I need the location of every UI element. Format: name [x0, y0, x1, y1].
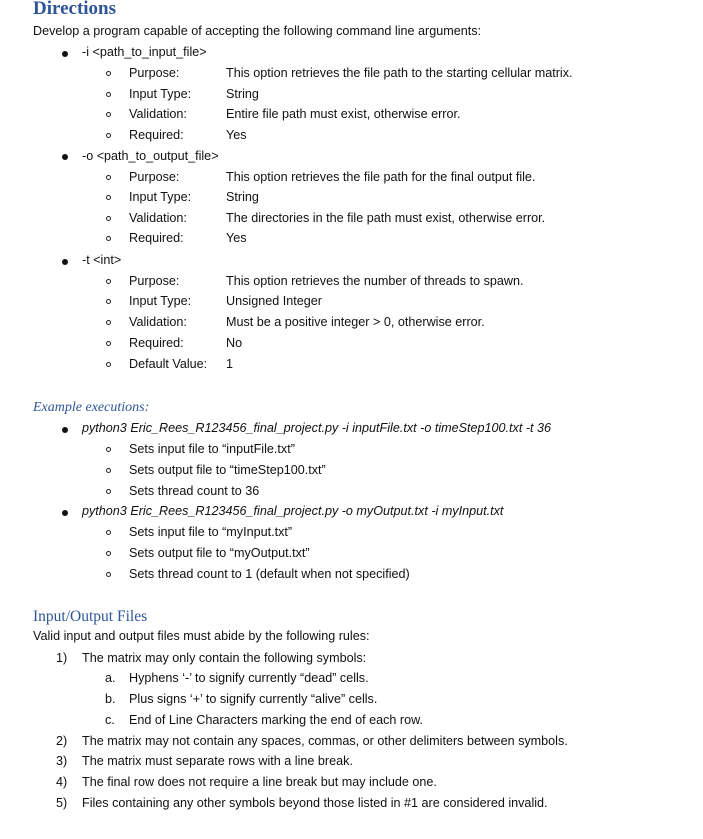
- subrule-letter: c.: [105, 713, 115, 727]
- bullet-circle: [106, 320, 111, 325]
- bullet-circle: [106, 572, 111, 577]
- bullet-circle: [106, 468, 111, 473]
- prop-value: This option retrieves the file path to the starting cellular matrix.: [226, 66, 573, 80]
- prop-label: Input Type:: [129, 190, 192, 204]
- example-note: Sets output file to “myOutput.txt”: [129, 546, 310, 560]
- prop-label: Required:: [129, 231, 184, 245]
- option-flag-output: -o <path_to_output_file>: [82, 149, 219, 163]
- bullet-circle: [106, 92, 111, 97]
- prop-value: 1: [226, 357, 234, 371]
- prop-value: No: [226, 336, 243, 350]
- bullet-circle: [106, 341, 111, 346]
- io-heading: Input/Output Files: [33, 608, 148, 625]
- rule-number: 3): [56, 754, 68, 768]
- bullet-circle: [106, 530, 111, 535]
- prop-value: Entire file path must exist, otherwise error.: [226, 107, 461, 121]
- example-note: Sets thread count to 1 (default when not specified): [129, 567, 410, 581]
- bullet-circle: [106, 133, 111, 138]
- prop-value: Yes: [226, 128, 247, 142]
- prop-value: String: [226, 87, 259, 101]
- prop-value: Unsigned Integer: [226, 294, 322, 308]
- rule-text: The matrix may not contain any spaces, commas, or other delimiters between symbols.: [82, 734, 568, 748]
- bullet-dot: [62, 427, 68, 433]
- examples-heading: Example executions:: [33, 400, 150, 415]
- bullet-dot: [62, 259, 68, 265]
- bullet-circle: [106, 216, 111, 221]
- example-note: Sets thread count to 36: [129, 484, 260, 498]
- prop-value: The directories in the file path must exist, otherwise error.: [226, 211, 546, 225]
- prop-label: Input Type:: [129, 87, 192, 101]
- subrule-letter: a.: [105, 671, 116, 685]
- example-command: python3 Eric_Rees_R123456_final_project.py -i inputFile.txt -o timeStep100.txt -t 36: [82, 421, 552, 435]
- io-intro: Valid input and output files must abide by the following rules:: [33, 629, 370, 643]
- rule-number: 2): [56, 734, 68, 748]
- bullet-dot: [62, 154, 68, 160]
- bullet-circle: [106, 175, 111, 180]
- prop-value: Must be a positive integer > 0, otherwise error.: [226, 315, 485, 329]
- rule-text: Files containing any other symbols beyond those listed in #1 are considered invalid.: [82, 796, 548, 810]
- prop-value: Yes: [226, 231, 247, 245]
- subrule-text: Hyphens ‘-’ to signify currently “dead” cells.: [129, 671, 369, 685]
- rule-number: 1): [56, 651, 68, 665]
- prop-label: Purpose:: [129, 274, 180, 288]
- prop-label: Default Value:: [129, 357, 208, 371]
- intro-text: Develop a program capable of accepting the following command line arguments:: [33, 24, 482, 38]
- prop-label: Purpose:: [129, 66, 180, 80]
- bullet-circle: [106, 489, 111, 494]
- rule-number: 4): [56, 775, 68, 789]
- option-flag-threads: -t <int>: [82, 253, 122, 267]
- directions-heading: Directions: [33, 0, 117, 19]
- subrule-letter: b.: [105, 692, 116, 706]
- bullet-dot: [62, 51, 68, 57]
- prop-value: String: [226, 190, 259, 204]
- bullet-circle: [106, 447, 111, 452]
- prop-label: Validation:: [129, 315, 187, 329]
- rule-number: 5): [56, 796, 68, 810]
- bullet-circle: [106, 279, 111, 284]
- example-note: Sets output file to “timeStep100.txt”: [129, 463, 326, 477]
- prop-label: Input Type:: [129, 294, 192, 308]
- example-note: Sets input file to “myInput.txt”: [129, 525, 293, 539]
- bullet-circle: [106, 71, 111, 76]
- prop-label: Required:: [129, 336, 184, 350]
- option-flag-input: -i <path_to_input_file>: [82, 45, 207, 59]
- rule-text: The matrix must separate rows with a line break.: [82, 754, 353, 768]
- example-command: python3 Eric_Rees_R123456_final_project.py -o myOutput.txt -i myInput.txt: [82, 504, 504, 518]
- bullet-circle: [106, 236, 111, 241]
- prop-value: This option retrieves the file path for the final output file.: [226, 170, 536, 184]
- bullet-circle: [106, 551, 111, 556]
- example-note: Sets input file to “inputFile.txt”: [129, 442, 295, 456]
- prop-value: This option retrieves the number of threads to spawn.: [226, 274, 524, 288]
- bullet-circle: [106, 195, 111, 200]
- prop-label: Validation:: [129, 107, 187, 121]
- bullet-dot: [62, 510, 68, 516]
- subrule-text: Plus signs ‘+’ to signify currently “alive” cells.: [129, 692, 378, 706]
- subrule-text: End of Line Characters marking the end of each row.: [129, 713, 424, 727]
- prop-label: Purpose:: [129, 170, 180, 184]
- rule-text: The matrix may only contain the following symbols:: [82, 651, 367, 665]
- prop-label: Required:: [129, 128, 184, 142]
- bullet-circle: [106, 362, 111, 367]
- prop-label: Validation:: [129, 211, 187, 225]
- bullet-circle: [106, 299, 111, 304]
- bullet-circle: [106, 112, 111, 117]
- rule-text: The final row does not require a line break but may include one.: [82, 775, 437, 789]
